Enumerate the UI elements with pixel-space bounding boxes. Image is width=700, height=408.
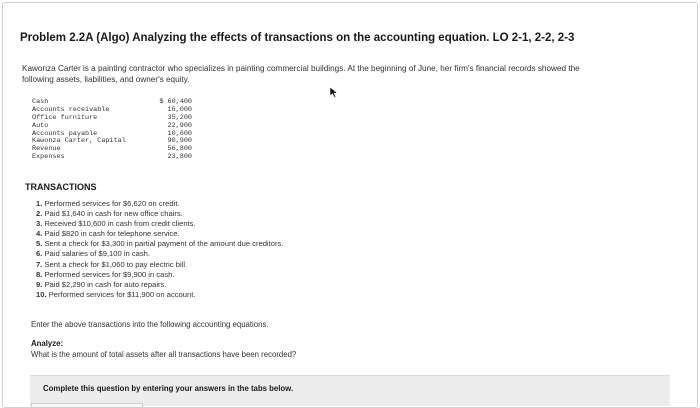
instruction-banner: [30, 375, 670, 406]
transaction-number: 10.: [36, 289, 47, 299]
ledger-account: Cash: [32, 98, 49, 106]
ledger-amount: 90,900: [167, 137, 192, 146]
transaction-item: [36, 270, 436, 280]
ledger-amount: 35,200: [167, 113, 192, 122]
transaction-text: Sent a check for $1,060 to pay electric bill.: [44, 259, 188, 269]
banner-text: Complete this question by entering your answers in the tabs below.: [43, 384, 294, 393]
ledger-account: Auto: [32, 121, 49, 130]
transaction-number: 1.: [36, 199, 43, 208]
ledger-amount: 22,900: [167, 121, 192, 130]
transaction-item: [36, 249, 436, 259]
enter-instruction: Enter the above transactions into the following accounting equations.: [31, 320, 269, 329]
transaction-item: [36, 199, 436, 209]
transaction-number: 2.: [36, 209, 43, 219]
transaction-text: Received $10,600 in cash from credit clients.: [44, 219, 196, 229]
transaction-item: [36, 280, 436, 290]
answer-tab[interactable]: [31, 403, 143, 408]
ledger-amount: 10,600: [167, 129, 192, 138]
transaction-item: [36, 219, 436, 229]
problem-intro: Kawonza Carter is a painting contractor who specializes in painting commercial buildings. At the beginning of June, her firm's financial records showed the following assets, liabilities, and owner's equity.: [22, 64, 580, 84]
transaction-number: 9.: [36, 279, 43, 289]
transaction-item: [36, 260, 436, 270]
transaction-number: 5.: [36, 239, 43, 249]
ledger-account: Accounts payable: [32, 129, 98, 138]
transaction-item: [36, 209, 436, 219]
ledger-account: Expenses: [32, 153, 65, 162]
transaction-number: 7.: [36, 259, 43, 269]
ledger-account: Office furniture: [32, 113, 98, 122]
transaction-text: Paid $820 in cash for telephone service.: [44, 229, 180, 239]
ledger-account: Revenue: [32, 145, 61, 154]
analyze-question: What is the amount of total assets after all transactions have been recorded?: [31, 350, 297, 359]
transactions-heading: TRANSACTIONS: [25, 182, 97, 192]
transaction-item: [36, 290, 436, 300]
transaction-text: Sent a check for $3,300 in partial payment of the amount due creditors.: [44, 239, 284, 249]
transaction-text: Performed services for $9,900 in cash.: [44, 269, 175, 279]
transaction-item: [36, 239, 436, 249]
mouse-pointer-icon: [329, 86, 339, 98]
ledger-amount: 23,800: [167, 153, 192, 162]
ledger-account: Kawonza Carter, Capital: [32, 137, 126, 146]
ledger-amount: 56,800: [167, 145, 192, 154]
transaction-item: [36, 229, 436, 239]
transaction-number: 6.: [36, 249, 43, 259]
transaction-text: Paid $1,640 in cash for new office chairs.: [44, 209, 183, 219]
transactions-list: [36, 199, 436, 300]
ledger-amount: $ 60,400: [159, 98, 192, 106]
transaction-text: Performed services for $6,620 on credit.: [44, 199, 180, 208]
ledger-row: [32, 154, 192, 162]
transaction-number: 4.: [36, 229, 43, 239]
transaction-text: Paid salaries of $9,100 in cash.: [44, 249, 151, 259]
transaction-text: Paid $2,290 in cash for auto repairs.: [44, 279, 167, 289]
opening-balances-table: [32, 99, 192, 162]
ledger-account: Accounts receivable: [32, 105, 110, 114]
transaction-number: 8.: [36, 269, 43, 279]
problem-title: Problem 2.2A (Algo) Analyzing the effects of transactions on the accounting equation. LO 2-1, 2-2, 2-3: [20, 32, 575, 44]
transaction-number: 3.: [36, 219, 43, 229]
ledger-amount: 16,000: [167, 105, 192, 114]
analyze-label: Analyze:: [31, 339, 64, 348]
problem-card: [2, 2, 698, 408]
transaction-text: Performed services for $11,900 on account.: [48, 289, 196, 299]
